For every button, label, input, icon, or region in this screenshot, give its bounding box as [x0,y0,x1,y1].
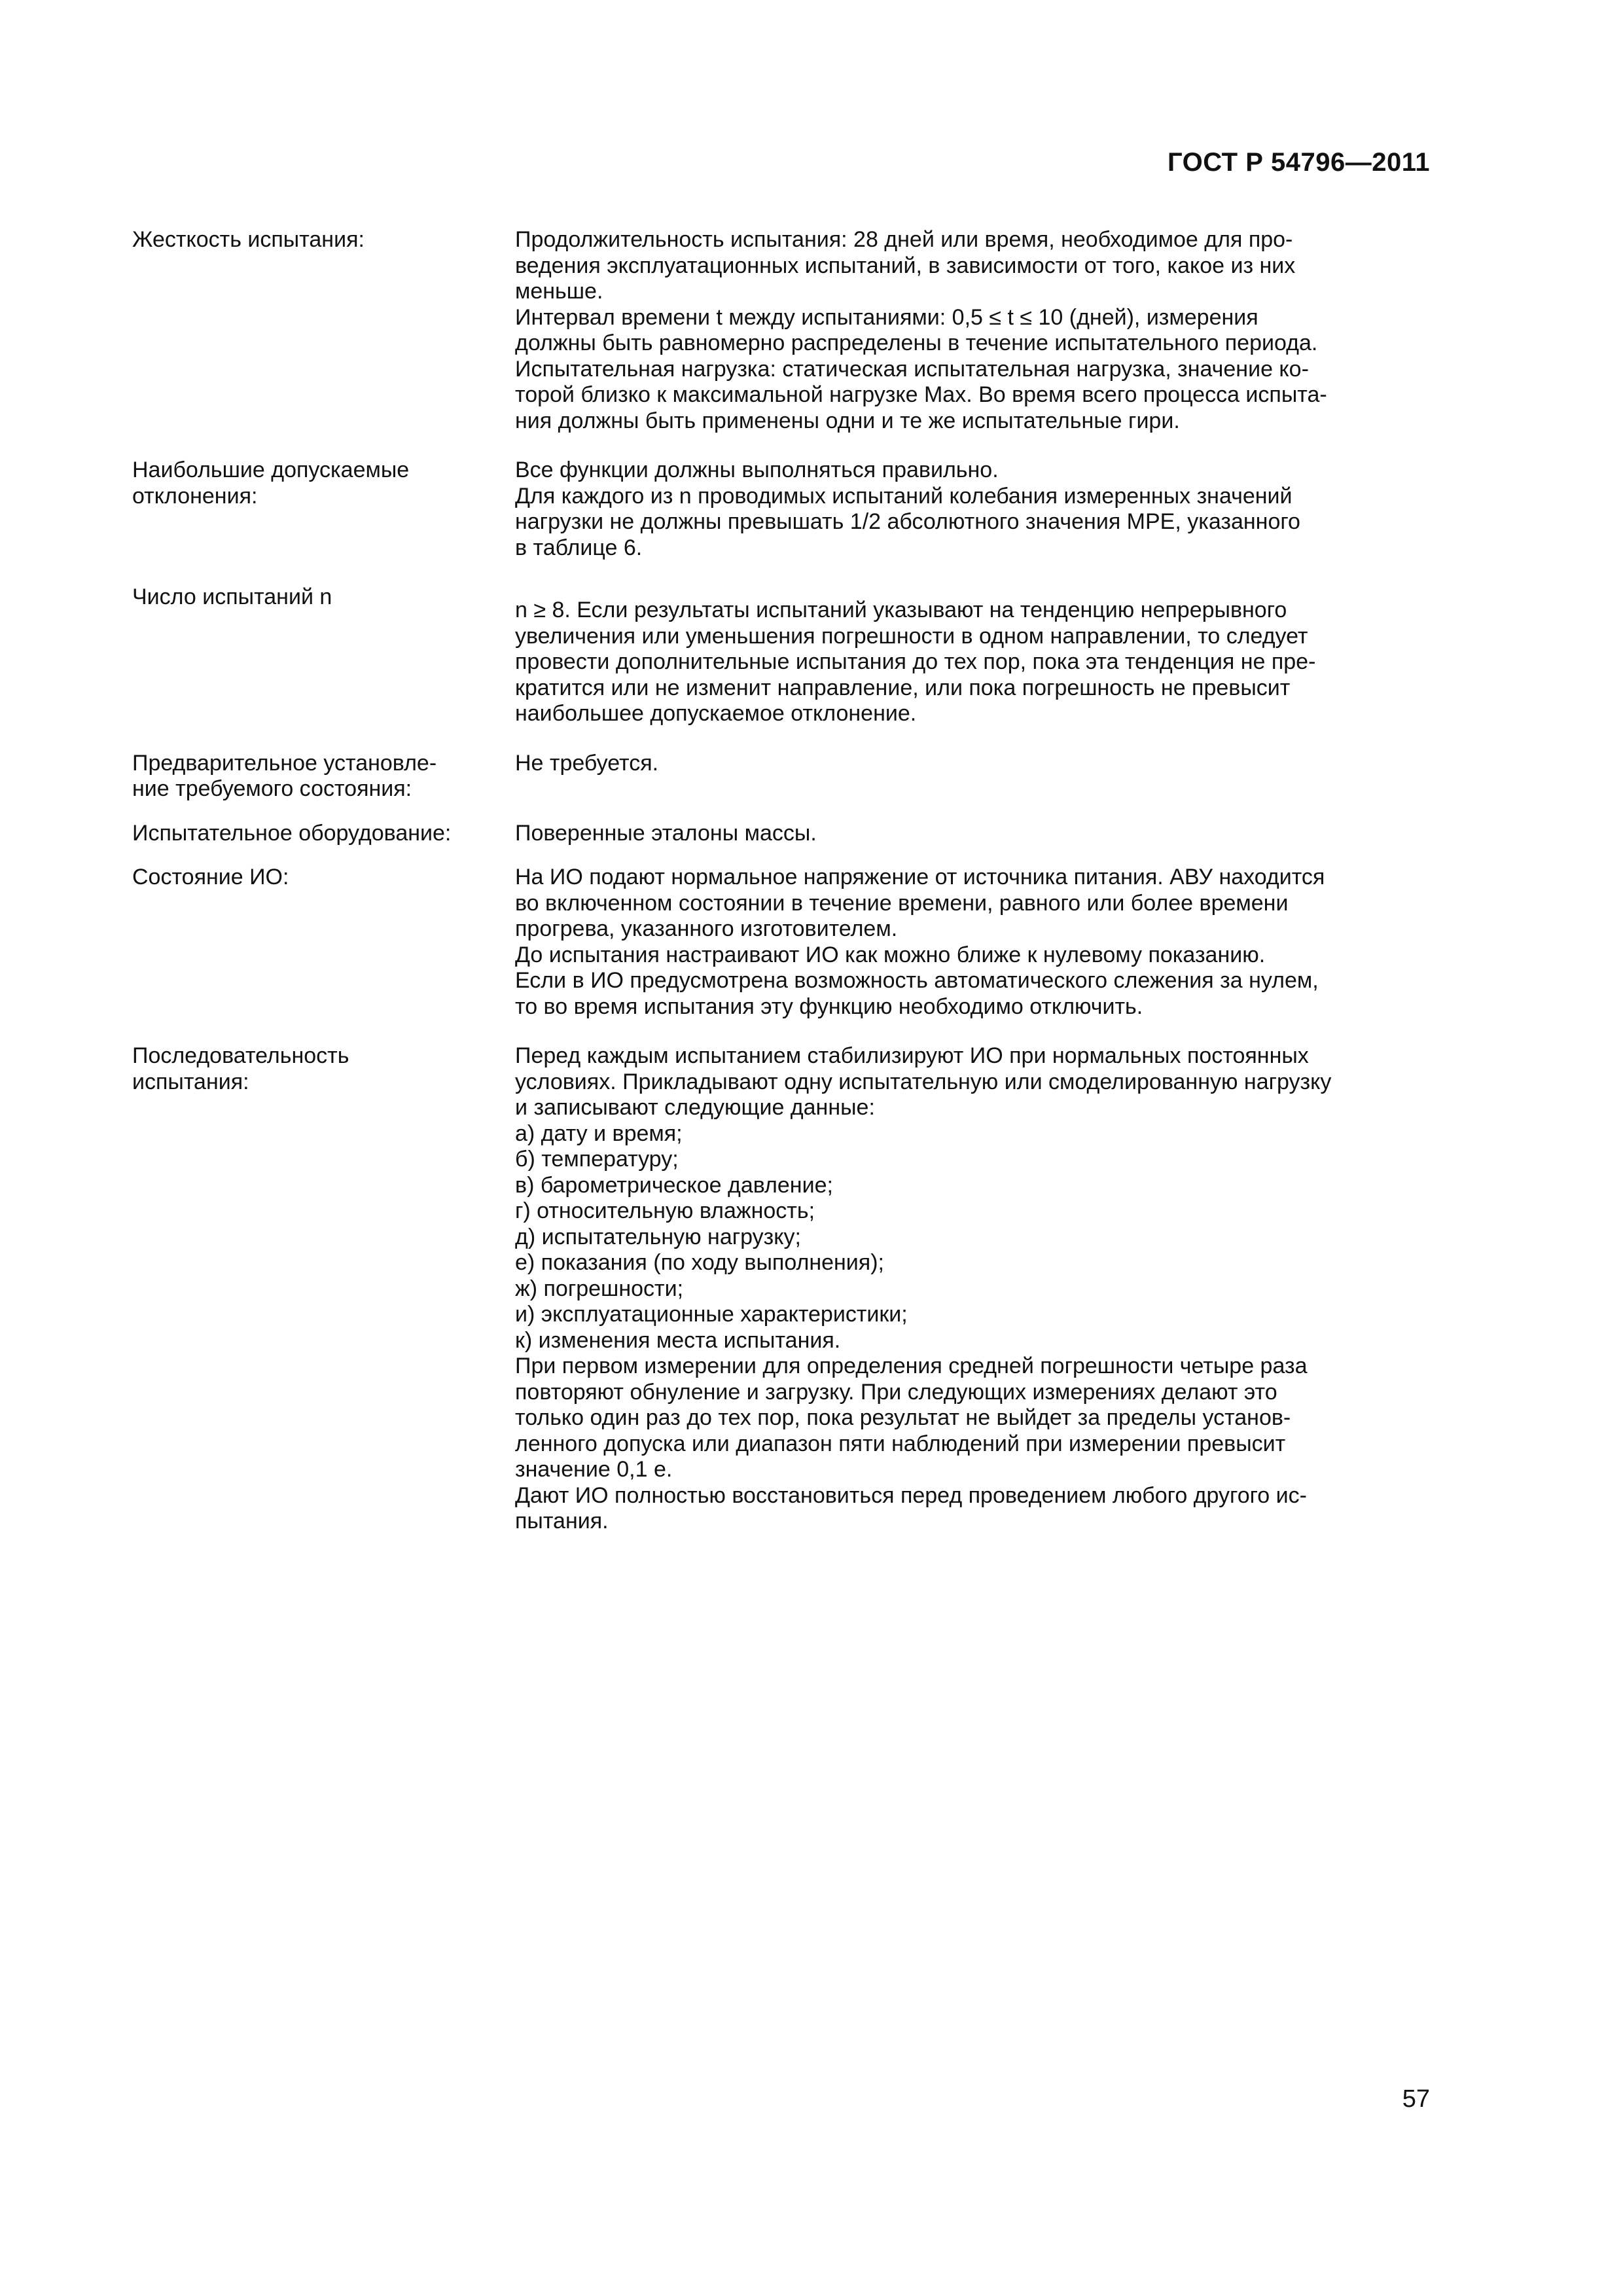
text-line: наибольшее допускаемое отклонение. [515,701,917,726]
spec-value [515,584,1438,727]
text-line: Интервал времени t между испытаниями: 0,5 ≤ t ≤ 10 (дней), измерения [515,304,1258,330]
list-item: и) эксплуатационные характеристики; [515,1302,908,1327]
text-line: Продолжительность испытания: 28 дней или время, необходимое для про- [515,227,1293,252]
spec-value [515,1043,1438,1535]
text-line: только один раз до тех пор, пока результат не выйдет за пределы установ- [515,1405,1291,1430]
spec-label: Состояние ИО: [132,865,289,889]
text-line: На ИО подают нормальное напряжение от источника питания. АВУ находится [515,865,1325,889]
text-line: в таблице 6. [515,535,643,560]
list-item: к) изменения места испытания. [515,1327,841,1353]
text-line: то во время испытания эту функцию необходимо отключить. [515,994,1143,1019]
text-line: кратится или не изменит направление, или пока погрешность не превысит [515,675,1291,700]
spec-label: Число испытаний n [132,584,332,609]
text-line: Поверенные эталоны массы. [515,820,817,846]
text-line: значение 0,1 е. [515,1457,673,1482]
text-line: торой близко к максимальной нагрузке Max. Во время всего процесса испыта- [515,382,1327,407]
spec-value [515,865,1438,1020]
spec-row-severity [132,227,1438,434]
text-line: должны быть равномерно распределены в течение испытательного периода. [515,331,1318,355]
text-line: Если в ИО предусмотрена возможность автоматического слежения за нулем, [515,968,1319,993]
text-line: увеличения или уменьшения погрешности в одном направлении, то следует [515,623,1308,649]
spec-label: Жесткость испытания: [132,227,365,252]
list-item: е) показания (по ходу выполнения); [515,1250,884,1275]
text-line: пытания. [515,1509,609,1534]
text-line: меньше. [515,279,603,304]
spec-value [515,751,1438,802]
list-item: б) температуру; [515,1147,679,1172]
list-item: ж) погрешности; [515,1276,684,1301]
spec-row-preconditioning [132,751,1438,802]
test-spec-table [132,227,1438,1558]
document-header: ГОСТ Р 54796—2011 [1168,148,1430,177]
text-line: До испытания настраивают ИО как можно ближе к нулевому показанию. [515,942,1266,967]
text-line: Не требуется. [515,750,659,776]
text-line: повторяют обнуление и загрузку. При следующих измерениях делают это [515,1379,1277,1405]
list-item: а) дату и время; [515,1121,683,1146]
text-line: Для каждого из n проводимых испытаний колебания измеренных значений [515,483,1293,509]
spec-row-test-equipment [132,821,1438,847]
text-line: ния должны быть применены одни и те же испытательные гири. [515,408,1180,433]
text-line: нагрузки не должны превышать 1/2 абсолютного значения МРЕ, указанного [515,509,1300,534]
spec-label: Предварительное установле- ние требуемого состояния: [132,750,437,801]
text-line: провести дополнительные испытания до тех пор, пока эта тенденция не пре- [515,649,1316,674]
text-line: Дают ИО полностью восстановиться перед проведением любого другого ис- [515,1482,1307,1508]
spec-label: Испытательное оборудование: [132,820,452,846]
list-item: в) барометрическое давление; [515,1172,833,1198]
page-number: 57 [1402,2085,1430,2113]
list-item: д) испытательную нагрузку; [515,1224,801,1249]
list-item: г) относительную влажность; [515,1198,815,1223]
spec-value [515,457,1438,561]
spec-row-max-permissible-errors [132,457,1438,561]
spec-row-euT-condition [132,865,1438,1020]
spec-row-test-sequence [132,1043,1438,1535]
text-line: ведения эксплуатационных испытаний, в зависимости от того, какое из них [515,253,1296,278]
spec-row-number-of-tests [132,584,1438,727]
spec-label: Наибольшие допускаемые отклонения: [132,457,410,509]
spec-label: Последовательность испытания: [132,1043,349,1094]
text-line: Испытательная нагрузка: статическая испытательная нагрузка, значение ко- [515,356,1309,382]
text-line: прогрева, указанного изготовителем. [515,916,898,941]
text-line: Все функции должны выполняться правильно. [515,457,999,482]
spec-value [515,821,1438,847]
text-line: и записывают следующие данные: [515,1095,875,1120]
text-line: При первом измерении для определения средней погрешности четыре раза [515,1354,1308,1378]
text-line: условиях. Прикладывают одну испытательную или смоделированную нагрузку [515,1069,1332,1094]
text-line: во включенном состоянии в течение времени, равного или более времени [515,890,1289,916]
spec-value [515,227,1438,434]
text-line: ленного допуска или диапазон пяти наблюдений при измерении превысит [515,1431,1286,1456]
text-line: n ≥ 8. Если результаты испытаний указывают на тенденцию непрерывного [515,598,1287,622]
text-line: Перед каждым испытанием стабилизируют ИО при нормальных постоянных [515,1043,1309,1068]
